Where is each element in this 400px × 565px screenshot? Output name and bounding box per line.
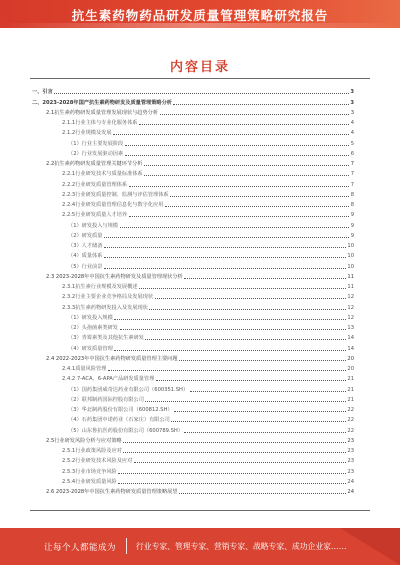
toc-entry[interactable] <box>32 189 354 199</box>
toc-entry-label: 2.3.1抗生素行业规模及发展概述 <box>62 284 138 290</box>
toc-dot-leader <box>104 267 346 269</box>
toc-entry-page: 20 <box>347 355 354 362</box>
toc-entry-label: 2.2.1行业研发技术与质量标准体系 <box>62 171 143 178</box>
toc-dot-leader <box>114 349 346 351</box>
toc-dot-leader <box>123 451 346 453</box>
toc-entry-page: 11 <box>347 273 354 280</box>
toc-entry[interactable] <box>32 86 354 96</box>
toc-dot-leader <box>179 359 346 361</box>
toc-entry-label: 2.1.1行业主体与专业化服务体系 <box>62 120 138 126</box>
toc-dot-leader <box>134 461 346 463</box>
toc-entry-page: 14 <box>347 335 354 342</box>
toc-entry-page: 12 <box>347 314 354 321</box>
toc-entry-label: （2）行业发展驱动因素 <box>68 150 124 157</box>
toc-entry-label: （1）行业主要发展阶段 <box>68 140 124 147</box>
toc-entry-label: 2.5行业研发风险分析与应对策略 <box>46 437 122 444</box>
toc-entry-label: 2.5.1行业政策风险及应对 <box>62 448 122 454</box>
toc-entry-label: 2.2.5行业研发质量人才培养 <box>62 212 128 219</box>
toc-entry[interactable] <box>32 342 354 352</box>
toc-dot-leader <box>145 338 345 340</box>
toc-entry-page: 23 <box>347 458 354 465</box>
toc-entry[interactable] <box>32 240 354 250</box>
toc-dot-leader <box>171 420 346 422</box>
toc-entry-page: 10 <box>347 253 354 260</box>
toc-entry-page: 3 <box>350 99 354 106</box>
toc-entry[interactable] <box>32 301 354 311</box>
toc-entry[interactable] <box>32 353 354 363</box>
toc-entry-page: 3 <box>350 89 354 96</box>
toc-entry-page: 9 <box>350 232 354 239</box>
toc-entry-label: 2.3.2行业主要企业竞争格局及发展现状 <box>62 294 154 301</box>
toc-entry[interactable] <box>32 168 354 178</box>
toc-entry[interactable] <box>32 148 354 158</box>
toc-heading: 内容目录 <box>169 60 230 75</box>
toc-entry-page: 24 <box>347 489 354 495</box>
table-of-contents <box>32 86 354 496</box>
toc-dot-leader <box>179 492 346 494</box>
toc-entry-label: 2.6 2023-2028年中国抗生素药物研发质量管理策略展望 <box>46 489 178 495</box>
toc-dot-leader <box>190 390 346 392</box>
toc-entry-label: 2.2.4行业研发质量管理信息化与数字化应用 <box>62 202 164 208</box>
toc-entry-label: 一、引言 <box>32 89 53 96</box>
toc-entry-label: （5）山东鲁抗医药股份有限公司（600789.SH） <box>68 427 183 434</box>
toc-entry[interactable] <box>32 373 354 383</box>
toc-entry[interactable] <box>32 414 354 424</box>
toc-dot-leader <box>104 256 346 258</box>
toc-entry-label: （3）青霉素类及其他抗生素研发 <box>68 335 144 342</box>
toc-entry-page: 12 <box>347 294 354 301</box>
toc-entry[interactable] <box>32 209 354 219</box>
toc-entry[interactable] <box>32 363 354 373</box>
toc-entry-page: 22 <box>347 417 354 424</box>
toc-dot-leader <box>108 369 346 371</box>
footer-corner-decoration <box>340 528 400 565</box>
toc-entry-page: 21 <box>347 386 354 393</box>
toc-entry[interactable] <box>32 250 354 260</box>
toc-entry-page: 24 <box>347 478 354 485</box>
toc-dot-leader <box>104 236 349 238</box>
toc-entry[interactable] <box>32 424 354 434</box>
toc-entry-label: （1）研发投入规模 <box>68 314 113 321</box>
toc-dot-leader <box>120 226 350 228</box>
toc-entry-page: 4 <box>350 120 354 126</box>
toc-entry-label: （3）人才储备 <box>68 243 103 249</box>
toc-entry-label: （1）研发投入与规模 <box>68 222 118 229</box>
toc-entry-page: 9 <box>350 222 354 229</box>
toc-entry-page: 12 <box>347 304 354 311</box>
toc-entry[interactable] <box>32 394 354 404</box>
toc-entry-label: （4）石药集团中诺药业（石家庄）有限公司 <box>68 417 170 424</box>
toc-entry-label: 2.3 2023-2028年中国抗生素药物研发及质量管理现状分析 <box>46 273 183 280</box>
toc-dot-leader <box>145 400 345 402</box>
toc-entry-page: 4 <box>350 130 354 137</box>
toc-dot-leader <box>144 164 349 166</box>
toc-dot-leader <box>118 472 346 474</box>
toc-entry-page: 21 <box>347 376 354 383</box>
toc-dot-leader <box>123 441 346 443</box>
toc-entry-label: 2.4.1质量风险管理 <box>62 366 107 372</box>
toc-entry[interactable] <box>32 137 354 147</box>
toc-entry[interactable] <box>32 383 354 393</box>
toc-entry-label: 2.1.2行业规模及发展 <box>62 130 112 137</box>
toc-entry[interactable] <box>32 219 354 229</box>
toc-entry-page: 7 <box>350 171 354 178</box>
toc-entry-page: 23 <box>347 448 354 454</box>
footer-divider <box>126 538 127 554</box>
header-wave-decoration <box>0 23 400 29</box>
page-footer <box>0 528 400 565</box>
toc-entry-label: 二、2023-2028年国产抗生素药物研发及质量管理策略分析 <box>32 99 172 106</box>
toc-entry-label: 2.2抗生素药物研发质量管理关键环节分析 <box>46 161 143 167</box>
toc-entry-page: 3 <box>350 109 354 116</box>
toc-entry-page: 6 <box>350 150 354 157</box>
toc-entry-page: 23 <box>347 468 354 475</box>
toc-entry-label: 2.3.3抗生素药物研发投入及发展现状 <box>62 304 148 311</box>
toc-dot-leader <box>170 195 349 197</box>
toc-dot-leader <box>184 277 346 279</box>
toc-entry[interactable] <box>32 158 354 168</box>
toc-entry-label: （2）联邦制药国际控股有限公司 <box>68 396 144 403</box>
toc-entry[interactable] <box>32 322 354 332</box>
toc-dot-leader <box>139 287 346 289</box>
toc-dot-leader <box>174 410 346 412</box>
toc-entry-page: 5 <box>350 140 354 147</box>
toc-entry-label: 2.4.2 7-ACA、6-APA产品研发质量管理 <box>62 376 155 383</box>
toc-entry[interactable] <box>32 332 354 342</box>
toc-entry[interactable] <box>32 117 354 127</box>
toc-entry-page: 8 <box>350 191 354 198</box>
toc-dot-leader <box>125 144 350 146</box>
toc-dot-leader <box>165 205 349 207</box>
toc-dot-leader <box>104 246 346 248</box>
toc-entry-page: 8 <box>350 202 354 208</box>
toc-entry[interactable] <box>32 465 354 475</box>
toc-dot-leader <box>54 92 349 94</box>
toc-entry-label: 2.5.4行业研发质量风险 <box>62 478 117 485</box>
toc-dot-leader <box>173 103 348 105</box>
toc-entry-page: 7 <box>350 161 354 167</box>
toc-dot-leader <box>149 308 346 310</box>
toc-entry[interactable] <box>32 435 354 445</box>
toc-entry[interactable] <box>32 127 354 137</box>
footer-slogan-left: 让每个人都能成为 <box>44 543 117 553</box>
toc-entry-label: （3）华北制药股份有限公司（600812.SH） <box>68 407 173 413</box>
toc-dot-leader <box>118 482 346 484</box>
toc-entry-page: 22 <box>347 427 354 434</box>
toc-entry-page: 11 <box>347 284 354 290</box>
toc-entry[interactable] <box>32 455 354 465</box>
toc-entry-page: 10 <box>347 243 354 249</box>
toc-entry-page: 13 <box>347 325 354 331</box>
toc-entry-label: 2.2.3行业研发质量控制、监测与评估管理体系 <box>62 191 169 198</box>
toc-entry-label: （4）质量体系 <box>68 253 103 260</box>
toc-entry-label: 2.2.2行业研发质量管理体系 <box>62 181 128 188</box>
toc-entry[interactable] <box>32 312 354 322</box>
toc-entry[interactable] <box>32 230 354 240</box>
toc-dot-leader <box>139 123 349 125</box>
toc-dot-leader <box>144 174 349 176</box>
report-title: 抗生素药物药品研发质量管理策略研究报告 <box>71 8 329 23</box>
toc-entry[interactable] <box>32 486 354 496</box>
footer-slogan-right: 行业专家、管理专家、营销专家、战略专家、成功企业家…… <box>136 542 347 551</box>
toc-entry-label: 2.5.2行业研发技术风险及应对 <box>62 458 133 465</box>
toc-entry[interactable] <box>32 271 354 281</box>
toc-entry-page: 22 <box>347 407 354 413</box>
toc-entry[interactable] <box>32 96 354 106</box>
toc-entry-label: （2）研发质量 <box>68 232 103 239</box>
toc-entry-page: 14 <box>347 345 354 352</box>
toc-entry[interactable] <box>32 260 354 270</box>
toc-entry-label: 2.1抗生素药物研发质量管理发展现状与趋势分析 <box>46 109 159 116</box>
toc-entry[interactable] <box>32 199 354 209</box>
toc-entry-page: 23 <box>347 437 354 444</box>
toc-entry[interactable] <box>32 445 354 455</box>
toc-dot-leader <box>155 297 346 299</box>
toc-entry-page: 21 <box>347 396 354 403</box>
toc-dot-leader <box>129 215 350 217</box>
toc-dot-leader <box>120 328 346 330</box>
toc-entry[interactable] <box>32 178 354 188</box>
toc-dot-leader <box>129 185 350 187</box>
toc-entry-page: 9 <box>350 212 354 219</box>
toc-dot-leader <box>114 318 346 320</box>
toc-entry-page: 7 <box>350 181 354 188</box>
toc-top-rule <box>30 78 370 79</box>
toc-entry[interactable] <box>32 107 354 117</box>
toc-entry-label: （4）研发质量管理 <box>68 345 113 352</box>
toc-dot-leader <box>113 133 349 135</box>
toc-entry[interactable] <box>32 476 354 486</box>
toc-dot-leader <box>184 431 345 433</box>
toc-bottom-rule <box>30 510 370 511</box>
toc-entry[interactable] <box>32 404 354 414</box>
toc-entry[interactable] <box>32 281 354 291</box>
toc-dot-leader <box>125 154 350 156</box>
toc-entry-label: 2.5.3行业市场竞争风险 <box>62 468 117 475</box>
toc-dot-leader <box>156 379 346 381</box>
toc-dot-leader <box>160 113 350 115</box>
toc-entry-label: （1）国药集团威奇达药业有限公司（600351.SH） <box>68 386 189 393</box>
toc-entry-label: （5）行业前景 <box>68 263 103 270</box>
toc-entry-label: 2.4 2022-2023年中国抗生素药物研发质量管理主要问题 <box>46 355 178 362</box>
toc-entry[interactable] <box>32 291 354 301</box>
toc-entry-label: （2）头孢菌素类研发 <box>68 325 118 331</box>
report-header <box>0 0 400 28</box>
toc-entry-page: 20 <box>347 366 354 372</box>
toc-entry-page: 10 <box>347 263 354 270</box>
